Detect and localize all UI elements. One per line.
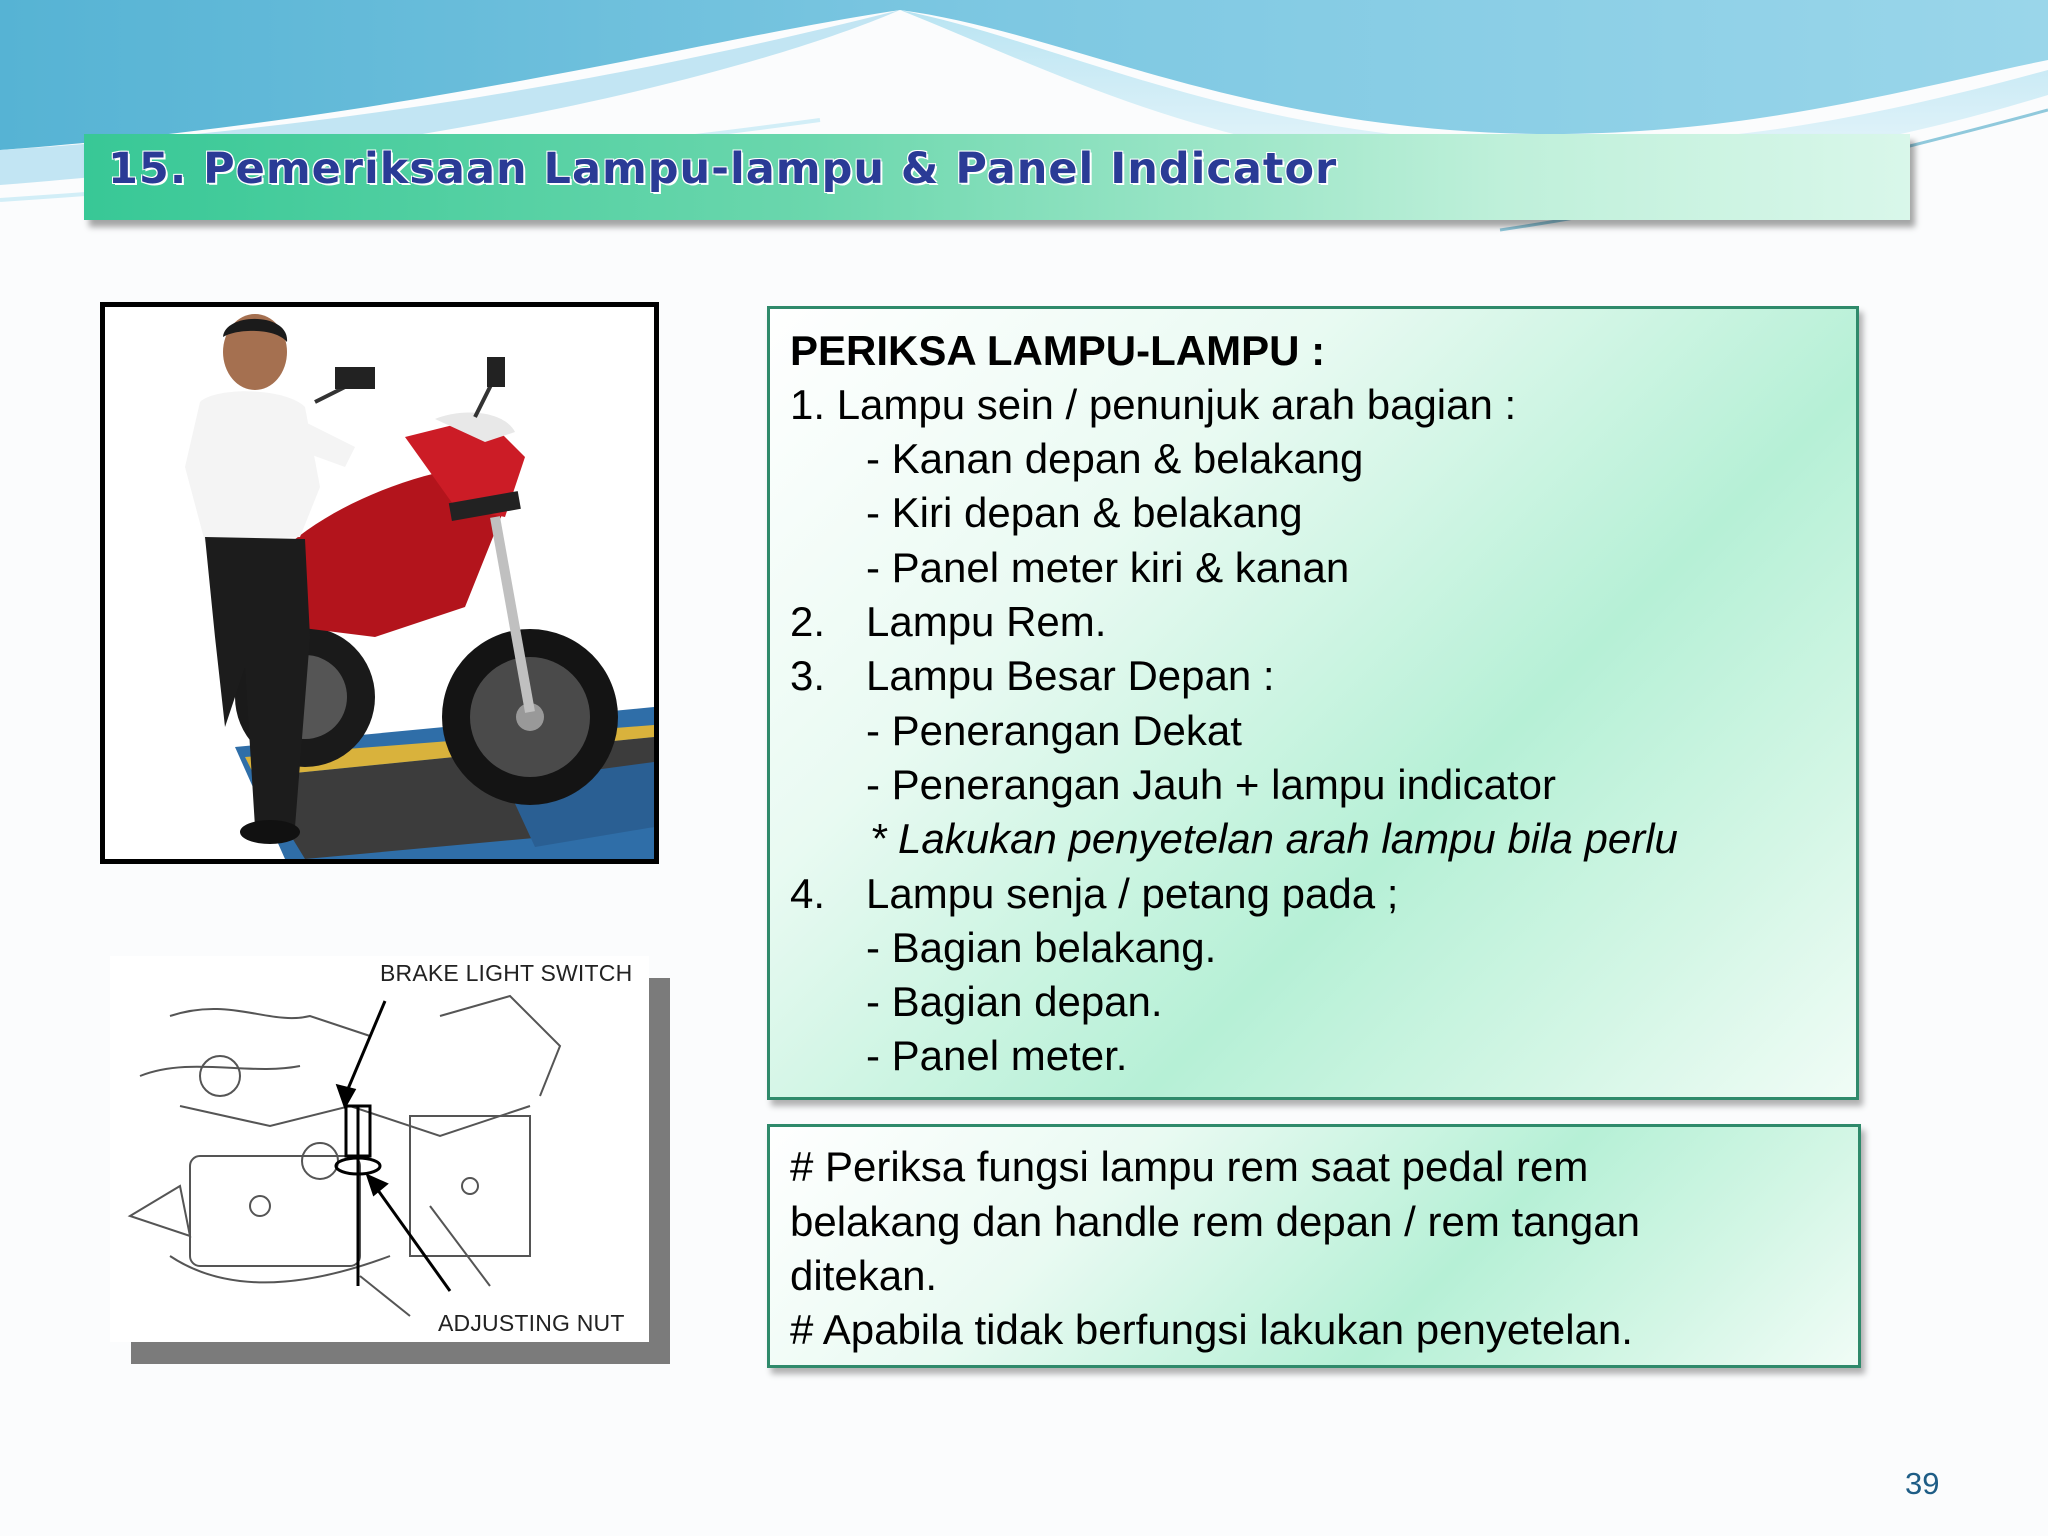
checklist-subitem: - Penerangan Jauh + lampu indicator	[866, 761, 1556, 808]
checklist-subitem: - Bagian depan.	[866, 978, 1163, 1025]
checklist-item-2: Lampu Rem.	[866, 598, 1107, 645]
motorcycle-photo	[100, 302, 659, 864]
checklist-item-1: 1. Lampu sein / penunjuk arah bagian :	[790, 381, 1517, 428]
title-bar	[84, 134, 1910, 220]
checklist-subitem: - Penerangan Dekat	[866, 707, 1242, 754]
checklist-subitem: - Panel meter kiri & kanan	[866, 544, 1350, 591]
checklist-item-4: Lampu senja / petang pada ;	[866, 870, 1399, 917]
lamp-checklist-box	[767, 306, 1859, 1100]
note-line: belakang dan handle rem depan / rem tangan	[790, 1198, 1640, 1245]
note-line: # Apabila tidak berfungsi lakukan penyetelan.	[790, 1306, 1633, 1353]
brake-light-switch-label: BRAKE LIGHT SWITCH	[380, 960, 633, 986]
checklist-subitem: - Kiri depan & belakang	[866, 489, 1303, 536]
checklist-number-2: 2.	[790, 598, 826, 645]
checklist-subitem: - Kanan depan & belakang	[866, 435, 1364, 482]
note-line: # Periksa fungsi lampu rem saat pedal rem	[790, 1143, 1589, 1190]
checklist-adjust-note: * Lakukan penyetelan arah lampu bila perlu	[870, 815, 1678, 862]
checklist-number-4: 4.	[790, 870, 826, 917]
brake-light-switch-diagram	[110, 956, 649, 1342]
brake-note-box	[767, 1124, 1861, 1368]
checklist-heading: PERIKSA LAMPU-LAMPU :	[790, 327, 1326, 374]
adjusting-nut-label: ADJUSTING NUT	[438, 1310, 625, 1336]
note-line: ditekan.	[790, 1252, 938, 1299]
checklist-item-3: Lampu Besar Depan :	[866, 652, 1275, 699]
page-number: 39	[1905, 1466, 1940, 1501]
checklist-subitem: - Panel meter.	[866, 1032, 1128, 1079]
checklist-subitem: - Bagian belakang.	[866, 924, 1217, 971]
checklist-number-3: 3.	[790, 652, 826, 699]
slide-title: 15. Pemeriksaan Lampu-lampu & Panel Indicator	[108, 144, 1338, 194]
